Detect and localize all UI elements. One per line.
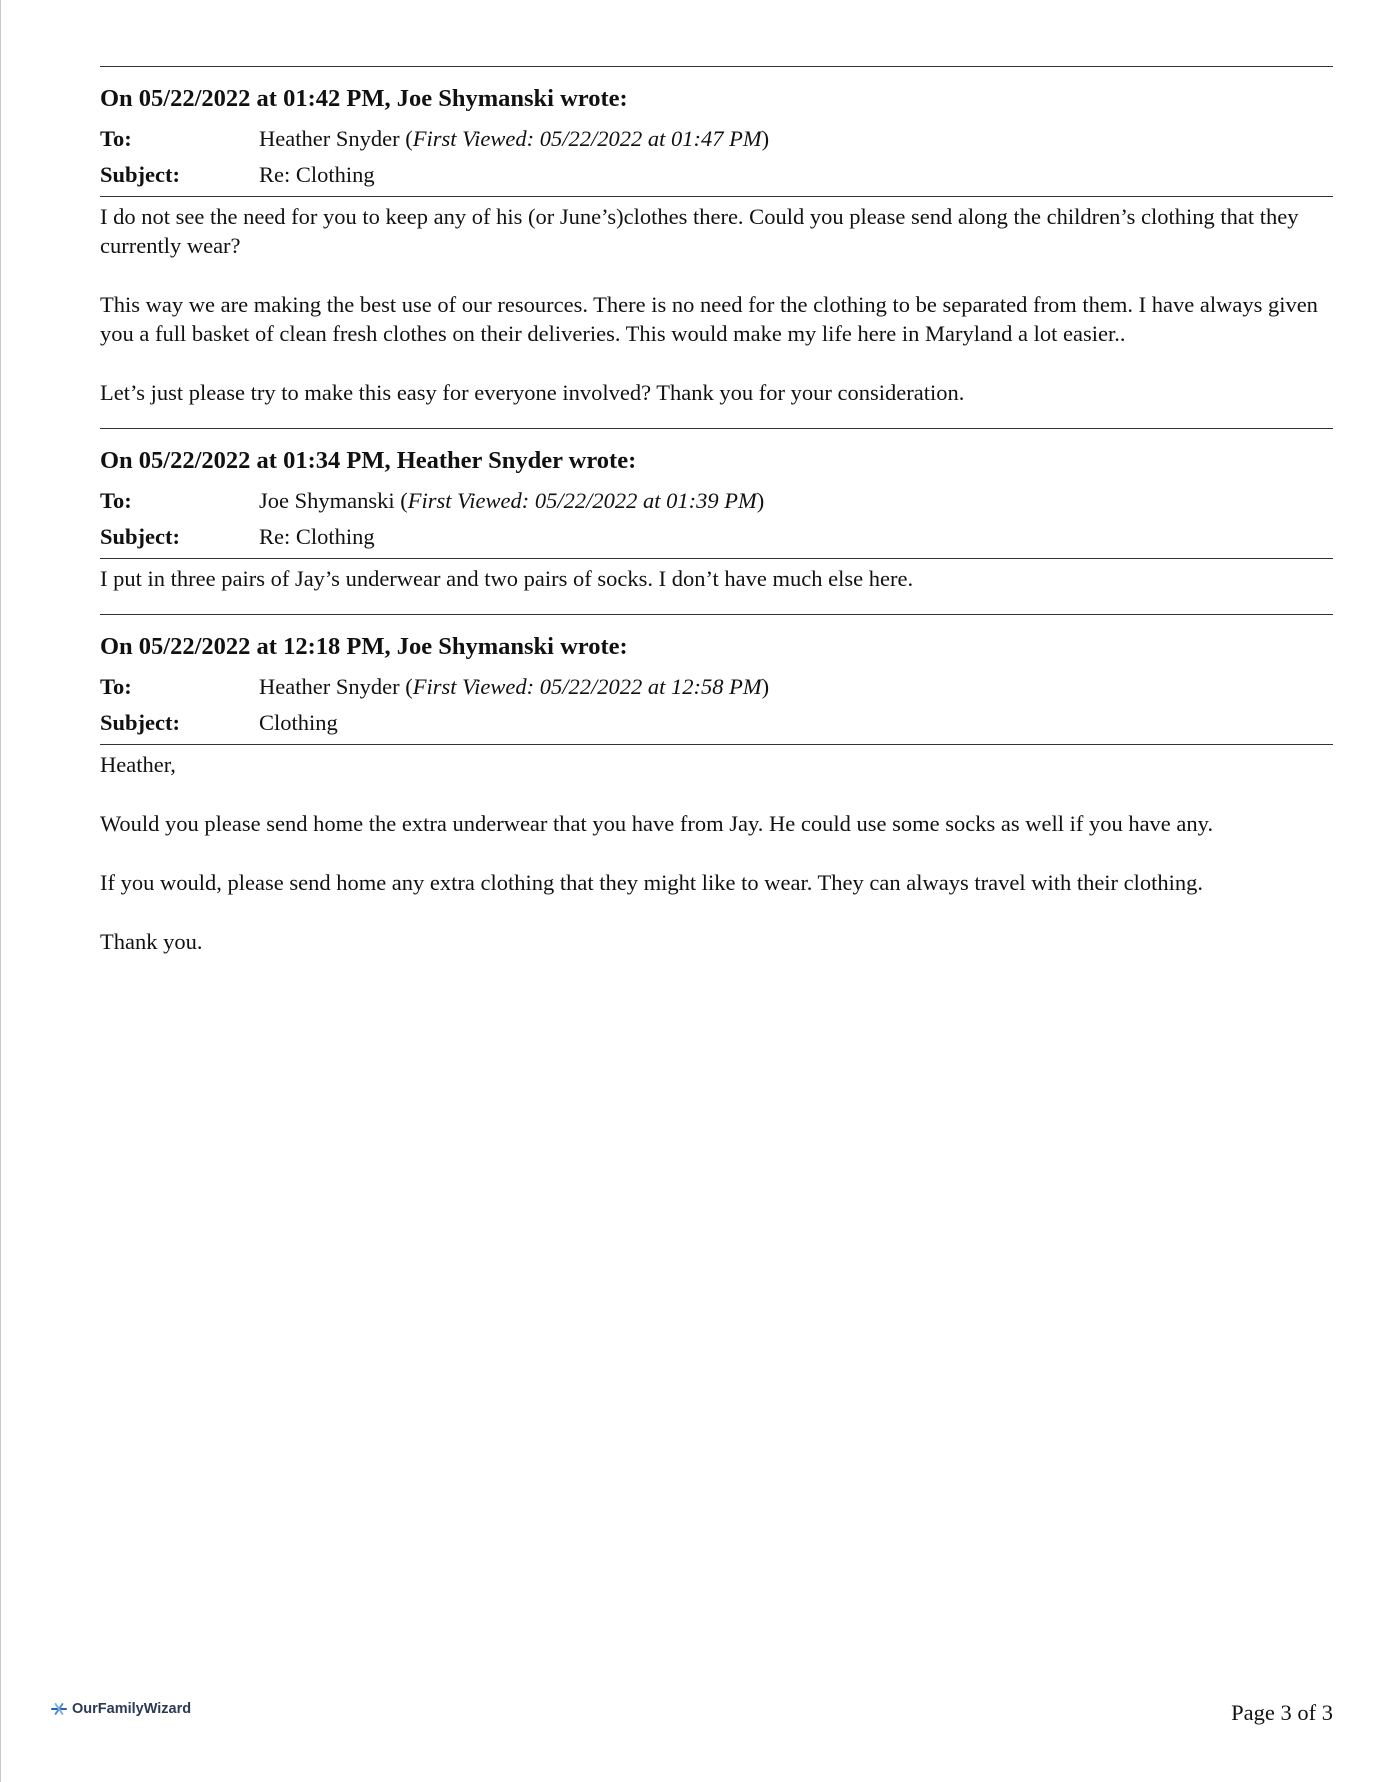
subject-label: Subject:	[100, 162, 180, 187]
recipient-name: Heather Snyder	[259, 126, 400, 151]
message-paragraph: Heather,	[100, 752, 176, 777]
recipient-name: Joe Shymanski	[259, 488, 395, 513]
message-meta	[100, 483, 1333, 555]
message	[100, 614, 1333, 956]
message-paragraph: Thank you.	[100, 929, 203, 954]
to-value: Heather Snyder (First Viewed: 05/22/2022 at 12:58 PM)	[259, 674, 770, 699]
message-paragraph: This way we are making the best use of our resources. There is no need for the clothing to be separated from them. I have always given you a full basket of clean fresh clothes on their deliveries. This would make my life here in Maryland a lot easier..	[100, 292, 1318, 346]
message-body	[100, 197, 1333, 407]
to-value: Heather Snyder (First Viewed: 05/22/2022 at 01:47 PM)	[259, 126, 770, 151]
message	[100, 66, 1333, 407]
message-header: On 05/22/2022 at 01:34 PM, Heather Snyder wrote:	[100, 447, 637, 474]
message	[100, 428, 1333, 593]
first-viewed: First Viewed: 05/22/2022 at 01:47 PM	[412, 126, 762, 151]
subject-value: Re: Clothing	[259, 162, 375, 187]
message-paragraph: I do not see the need for you to keep any of his (or June’s)clothes there. Could you please send along the children’s clothing that they currently wear?	[100, 204, 1299, 258]
message-header: On 05/22/2022 at 01:42 PM, Joe Shymanski wrote:	[100, 85, 628, 112]
to-row	[100, 121, 1333, 157]
to-label: To:	[100, 488, 132, 513]
subject-label: Subject:	[100, 524, 180, 549]
subject-row	[100, 705, 1333, 741]
ourfamilywizard-logo	[50, 1701, 191, 1717]
message-header: On 05/22/2022 at 12:18 PM, Joe Shymanski wrote:	[100, 633, 628, 660]
ourfamilywizard-logo-icon	[50, 1701, 68, 1717]
subject-value: Clothing	[259, 710, 338, 735]
page-edge	[0, 0, 1, 1782]
subject-row	[100, 519, 1333, 555]
to-value: Joe Shymanski (First Viewed: 05/22/2022 at 01:39 PM)	[259, 488, 765, 513]
subject-label: Subject:	[100, 710, 180, 735]
logo-text: OurFamilyWizard	[72, 1701, 192, 1717]
message-body	[100, 559, 1333, 593]
to-row	[100, 669, 1333, 705]
subject-value: Re: Clothing	[259, 524, 375, 549]
message-body	[100, 745, 1333, 956]
message-paragraph: I put in three pairs of Jay’s underwear and two pairs of socks. I don’t have much else here.	[100, 566, 914, 591]
message-meta	[100, 669, 1333, 741]
first-viewed: First Viewed: 05/22/2022 at 12:58 PM	[412, 674, 762, 699]
subject-row	[100, 157, 1333, 193]
page-number: Page 3 of 3	[1231, 1700, 1333, 1725]
message-paragraph: If you would, please send home any extra clothing that they might like to wear. They can always travel with their clothing.	[100, 870, 1204, 895]
recipient-name: Heather Snyder	[259, 674, 400, 699]
message-paragraph: Let’s just please try to make this easy for everyone involved? Thank you for your consideration.	[100, 380, 965, 405]
to-row	[100, 483, 1333, 519]
to-label: To:	[100, 674, 132, 699]
to-label: To:	[100, 126, 132, 151]
first-viewed: First Viewed: 05/22/2022 at 01:39 PM	[407, 488, 757, 513]
message-thread	[100, 66, 1333, 956]
message-meta	[100, 121, 1333, 193]
message-paragraph: Would you please send home the extra underwear that you have from Jay. He could use some socks as well if you have any.	[100, 811, 1214, 836]
